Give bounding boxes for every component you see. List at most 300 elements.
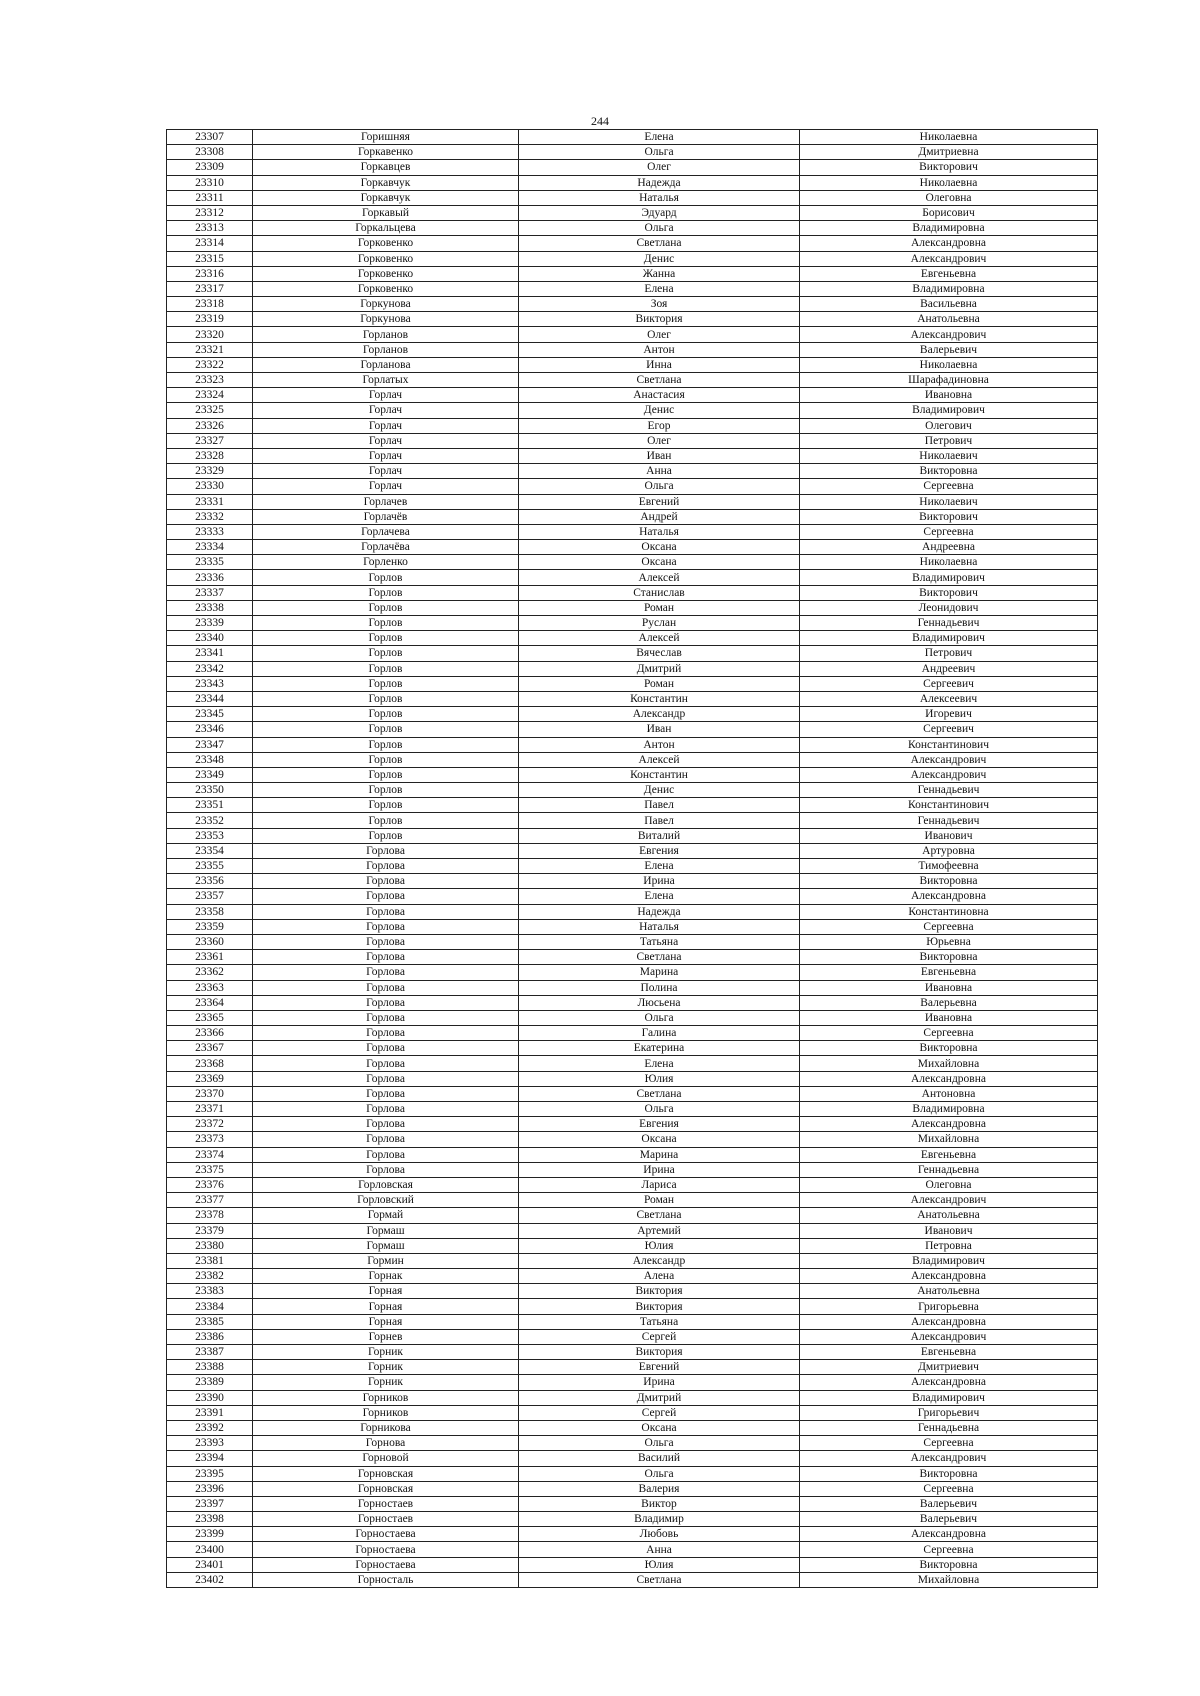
table-row [167,160,1098,175]
surname-cell: Горлова [253,934,519,949]
table-row [167,1466,1098,1481]
row-number-cell: 23347 [167,737,253,752]
surname-cell: Горная [253,1284,519,1299]
row-number-cell: 23320 [167,327,253,342]
surname-cell: Горник [253,1360,519,1375]
surname-cell: Горников [253,1390,519,1405]
table-row [167,767,1098,782]
row-number-cell: 23345 [167,707,253,722]
table-row [167,1420,1098,1435]
row-number-cell: 23395 [167,1466,253,1481]
patronymic-cell: Юрьевна [800,934,1098,949]
row-number-cell: 23334 [167,540,253,555]
row-number-cell: 23337 [167,585,253,600]
row-number-cell: 23358 [167,904,253,919]
patronymic-cell: Григорьевна [800,1299,1098,1314]
table-row [167,540,1098,555]
surname-cell: Горновская [253,1481,519,1496]
patronymic-cell: Евгеньевна [800,1345,1098,1360]
table-row [167,1329,1098,1344]
patronymic-cell: Сергеевна [800,919,1098,934]
first-name-cell: Елена [519,130,800,145]
row-number-cell: 23342 [167,661,253,676]
patronymic-cell: Валерьевич [800,342,1098,357]
first-name-cell: Ирина [519,1162,800,1177]
surname-cell: Горкавчук [253,175,519,190]
first-name-cell: Анастасия [519,388,800,403]
row-number-cell: 23385 [167,1314,253,1329]
patronymic-cell: Шарафадиновна [800,373,1098,388]
first-name-cell: Евгений [519,494,800,509]
table-row [167,1557,1098,1572]
row-number-cell: 23310 [167,175,253,190]
row-number-cell: 23333 [167,524,253,539]
surname-cell: Горланова [253,357,519,372]
surname-cell: Горловская [253,1177,519,1192]
first-name-cell: Валерия [519,1481,800,1496]
patronymic-cell: Михайловна [800,1572,1098,1587]
first-name-cell: Евгения [519,843,800,858]
surname-cell: Гормин [253,1253,519,1268]
patronymic-cell: Геннадьевна [800,1162,1098,1177]
surname-cell: Горновская [253,1466,519,1481]
patronymic-cell: Владимировна [800,1102,1098,1117]
first-name-cell: Константин [519,691,800,706]
surname-cell: Горлова [253,859,519,874]
table-row [167,1010,1098,1025]
first-name-cell: Евгения [519,1117,800,1132]
table-row [167,373,1098,388]
patronymic-cell: Александрович [800,327,1098,342]
patronymic-cell: Викторовна [800,1557,1098,1572]
table-row [167,1026,1098,1041]
surname-cell: Горланов [253,327,519,342]
first-name-cell: Люсьена [519,995,800,1010]
first-name-cell: Светлана [519,1208,800,1223]
row-number-cell: 23393 [167,1436,253,1451]
table-row [167,327,1098,342]
row-number-cell: 23364 [167,995,253,1010]
surname-cell: Горлов [253,616,519,631]
surname-cell: Горлова [253,1056,519,1071]
surname-cell: Горлач [253,388,519,403]
patronymic-cell: Анатольевна [800,1284,1098,1299]
row-number-cell: 23318 [167,297,253,312]
row-number-cell: 23354 [167,843,253,858]
patronymic-cell: Сергеевна [800,1481,1098,1496]
patronymic-cell: Геннадьевна [800,1420,1098,1435]
surname-cell: Горлов [253,722,519,737]
patronymic-cell: Владимирович [800,570,1098,585]
row-number-cell: 23390 [167,1390,253,1405]
first-name-cell: Ольга [519,221,800,236]
row-number-cell: 23309 [167,160,253,175]
first-name-cell: Ольга [519,479,800,494]
table-row [167,312,1098,327]
patronymic-cell: Геннадьевич [800,813,1098,828]
table-row [167,555,1098,570]
surname-cell: Горлач [253,433,519,448]
surname-cell: Горлова [253,980,519,995]
table-row [167,130,1098,145]
surname-cell: Горлова [253,874,519,889]
patronymic-cell: Валерьевич [800,1512,1098,1527]
first-name-cell: Зоя [519,297,800,312]
table-row [167,236,1098,251]
first-name-cell: Анна [519,464,800,479]
table-row [167,752,1098,767]
patronymic-cell: Викторович [800,585,1098,600]
surname-cell: Горлова [253,1041,519,1056]
patronymic-cell: Александровна [800,1071,1098,1086]
surname-cell: Горлачев [253,494,519,509]
first-name-cell: Артемий [519,1223,800,1238]
table-row [167,1056,1098,1071]
patronymic-cell: Александрович [800,1193,1098,1208]
first-name-cell: Инна [519,357,800,372]
patronymic-cell: Анатольевна [800,1208,1098,1223]
surname-cell: Горнак [253,1269,519,1284]
surname-cell: Горная [253,1299,519,1314]
first-name-cell: Иван [519,722,800,737]
first-name-cell: Ольга [519,1466,800,1481]
row-number-cell: 23383 [167,1284,253,1299]
first-name-cell: Светлана [519,950,800,965]
patronymic-cell: Викторовна [800,874,1098,889]
first-name-cell: Дмитрий [519,1390,800,1405]
first-name-cell: Александр [519,1253,800,1268]
surname-cell: Горкавенко [253,145,519,160]
surname-cell: Горлов [253,752,519,767]
first-name-cell: Татьяна [519,1314,800,1329]
table-row [167,1086,1098,1101]
patronymic-cell: Викторовна [800,1466,1098,1481]
patronymic-cell: Петрович [800,433,1098,448]
table-row [167,1208,1098,1223]
patronymic-cell: Артуровна [800,843,1098,858]
first-name-cell: Анна [519,1542,800,1557]
first-name-cell: Алена [519,1269,800,1284]
surname-cell: Горлач [253,479,519,494]
patronymic-cell: Сергеевна [800,479,1098,494]
table-row [167,1314,1098,1329]
first-name-cell: Наталья [519,919,800,934]
row-number-cell: 23387 [167,1345,253,1360]
surname-cell: Горкавый [253,205,519,220]
patronymic-cell: Ивановна [800,388,1098,403]
table-row [167,1238,1098,1253]
first-name-cell: Наталья [519,190,800,205]
row-number-cell: 23346 [167,722,253,737]
first-name-cell: Виктория [519,312,800,327]
row-number-cell: 23353 [167,828,253,843]
surname-cell: Горностаева [253,1527,519,1542]
table-row [167,980,1098,995]
table-row [167,281,1098,296]
patronymic-cell: Александровна [800,1375,1098,1390]
first-name-cell: Олег [519,327,800,342]
first-name-cell: Вячеслав [519,646,800,661]
first-name-cell: Светлана [519,1086,800,1101]
table-row [167,221,1098,236]
first-name-cell: Жанна [519,266,800,281]
first-name-cell: Марина [519,965,800,980]
row-number-cell: 23378 [167,1208,253,1223]
surname-cell: Горленко [253,555,519,570]
table-row [167,1375,1098,1390]
patronymic-cell: Олеговна [800,190,1098,205]
table-row [167,631,1098,646]
table-row [167,1284,1098,1299]
table-row [167,600,1098,615]
first-name-cell: Олег [519,160,800,175]
first-name-cell: Денис [519,403,800,418]
row-number-cell: 23351 [167,798,253,813]
patronymic-cell: Петровна [800,1238,1098,1253]
surname-cell: Горкальцева [253,221,519,236]
first-name-cell: Елена [519,281,800,296]
row-number-cell: 23316 [167,266,253,281]
row-number-cell: 23311 [167,190,253,205]
row-number-cell: 23314 [167,236,253,251]
table-row [167,934,1098,949]
table-row [167,1223,1098,1238]
row-number-cell: 23356 [167,874,253,889]
patronymic-cell: Борисович [800,205,1098,220]
row-number-cell: 23377 [167,1193,253,1208]
first-name-cell: Руслан [519,616,800,631]
first-name-cell: Роман [519,600,800,615]
patronymic-cell: Геннадьевич [800,616,1098,631]
row-number-cell: 23322 [167,357,253,372]
table-row [167,1193,1098,1208]
first-name-cell: Любовь [519,1527,800,1542]
patronymic-cell: Григорьевич [800,1405,1098,1420]
surname-cell: Горностаева [253,1542,519,1557]
table-row [167,965,1098,980]
patronymic-cell: Владимирович [800,1390,1098,1405]
surname-cell: Горлова [253,1102,519,1117]
surname-cell: Горлов [253,570,519,585]
table-row [167,342,1098,357]
surname-cell: Горник [253,1345,519,1360]
row-number-cell: 23382 [167,1269,253,1284]
table-row [167,722,1098,737]
surname-cell: Горлова [253,1162,519,1177]
row-number-cell: 23326 [167,418,253,433]
patronymic-cell: Евгеньевна [800,965,1098,980]
surname-cell: Горлов [253,631,519,646]
row-number-cell: 23340 [167,631,253,646]
row-number-cell: 23319 [167,312,253,327]
first-name-cell: Александр [519,707,800,722]
surname-cell: Горловский [253,1193,519,1208]
row-number-cell: 23359 [167,919,253,934]
table-row [167,190,1098,205]
first-name-cell: Оксана [519,555,800,570]
row-number-cell: 23343 [167,676,253,691]
row-number-cell: 23317 [167,281,253,296]
surname-cell: Горлов [253,737,519,752]
surname-cell: Горлач [253,448,519,463]
row-number-cell: 23392 [167,1420,253,1435]
table-row [167,448,1098,463]
patronymic-cell: Сергеевна [800,524,1098,539]
surname-cell: Горлач [253,418,519,433]
row-number-cell: 23324 [167,388,253,403]
patronymic-cell: Петрович [800,646,1098,661]
surname-cell: Горлова [253,904,519,919]
patronymic-cell: Владимирович [800,403,1098,418]
table-row [167,266,1098,281]
row-number-cell: 23335 [167,555,253,570]
row-number-cell: 23399 [167,1527,253,1542]
patronymic-cell: Константинович [800,798,1098,813]
row-number-cell: 23363 [167,980,253,995]
surname-cell: Горлов [253,707,519,722]
surname-cell: Горлова [253,843,519,858]
first-name-cell: Виктория [519,1284,800,1299]
surname-cell: Горлова [253,919,519,934]
surname-cell: Горкунова [253,312,519,327]
first-name-cell: Андрей [519,509,800,524]
patronymic-cell: Александровна [800,1527,1098,1542]
row-number-cell: 23348 [167,752,253,767]
row-number-cell: 23325 [167,403,253,418]
patronymic-cell: Сергеевич [800,676,1098,691]
surname-cell: Горностаев [253,1496,519,1511]
patronymic-cell: Андреевич [800,661,1098,676]
table-row [167,646,1098,661]
table-row [167,1405,1098,1420]
patronymic-cell: Владимировна [800,221,1098,236]
patronymic-cell: Викторовна [800,1041,1098,1056]
first-name-cell: Оксана [519,540,800,555]
first-name-cell: Иван [519,448,800,463]
patronymic-cell: Николаевна [800,357,1098,372]
table-row [167,464,1098,479]
surname-cell: Горлова [253,1026,519,1041]
patronymic-cell: Владимирович [800,631,1098,646]
first-name-cell: Светлана [519,373,800,388]
row-number-cell: 23396 [167,1481,253,1496]
surname-cell: Горлач [253,464,519,479]
row-number-cell: 23338 [167,600,253,615]
patronymic-cell: Леонидович [800,600,1098,615]
row-number-cell: 23313 [167,221,253,236]
patronymic-cell: Олеговна [800,1177,1098,1192]
row-number-cell: 23339 [167,616,253,631]
patronymic-cell: Ивановна [800,1010,1098,1025]
surname-cell: Горлачёва [253,540,519,555]
patronymic-cell: Александрович [800,1329,1098,1344]
table-row [167,1269,1098,1284]
row-number-cell: 23336 [167,570,253,585]
row-number-cell: 23371 [167,1102,253,1117]
table-row [167,843,1098,858]
surname-cell: Горник [253,1375,519,1390]
row-number-cell: 23331 [167,494,253,509]
patronymic-cell: Владимировна [800,281,1098,296]
table-row [167,1527,1098,1542]
table-row [167,205,1098,220]
first-name-cell: Владимир [519,1512,800,1527]
row-number-cell: 23312 [167,205,253,220]
patronymic-cell: Александровна [800,1314,1098,1329]
surname-cell: Горковенко [253,251,519,266]
patronymic-cell: Дмитриевна [800,145,1098,160]
surname-cell: Горная [253,1314,519,1329]
first-name-cell: Полина [519,980,800,995]
first-name-cell: Константин [519,767,800,782]
surname-cell: Горнев [253,1329,519,1344]
first-name-cell: Павел [519,813,800,828]
page-number: 244 [591,114,609,128]
surname-cell: Горкавчук [253,190,519,205]
table-row [167,1117,1098,1132]
first-name-cell: Павел [519,798,800,813]
table-row [167,889,1098,904]
patronymic-cell: Александрович [800,1451,1098,1466]
surname-cell: Горлова [253,1071,519,1086]
surname-cell: Горлова [253,1117,519,1132]
surname-cell: Горлов [253,661,519,676]
patronymic-cell: Викторовна [800,950,1098,965]
table-row [167,524,1098,539]
row-number-cell: 23367 [167,1041,253,1056]
patronymic-cell: Александрович [800,251,1098,266]
surname-cell: Гормай [253,1208,519,1223]
patronymic-cell: Сергеевна [800,1542,1098,1557]
table-row [167,1451,1098,1466]
table-row [167,676,1098,691]
table-row [167,1496,1098,1511]
row-number-cell: 23368 [167,1056,253,1071]
table-row [167,904,1098,919]
first-name-cell: Ольга [519,1436,800,1451]
surname-cell: Горновой [253,1451,519,1466]
row-number-cell: 23370 [167,1086,253,1101]
surname-cell: Горлов [253,813,519,828]
first-name-cell: Оксана [519,1420,800,1435]
table-row [167,1162,1098,1177]
patronymic-cell: Валерьевич [800,1496,1098,1511]
table-row [167,1481,1098,1496]
patronymic-cell: Игоревич [800,707,1098,722]
table-row [167,494,1098,509]
table-row [167,1041,1098,1056]
surname-cell: Горлов [253,691,519,706]
table-row [167,1512,1098,1527]
patronymic-cell: Владимирович [800,1253,1098,1268]
surname-cell: Горлач [253,403,519,418]
first-name-cell: Ольга [519,1102,800,1117]
row-number-cell: 23398 [167,1512,253,1527]
first-name-cell: Денис [519,783,800,798]
row-number-cell: 23372 [167,1117,253,1132]
surname-cell: Горносталь [253,1572,519,1587]
patronymic-cell: Николаевна [800,130,1098,145]
table-row [167,357,1098,372]
surname-cell: Горлов [253,783,519,798]
row-number-cell: 23376 [167,1177,253,1192]
table-row [167,1360,1098,1375]
table-row [167,175,1098,190]
first-name-cell: Виктория [519,1299,800,1314]
first-name-cell: Сергей [519,1329,800,1344]
patronymic-cell: Константиновна [800,904,1098,919]
table-row [167,995,1098,1010]
